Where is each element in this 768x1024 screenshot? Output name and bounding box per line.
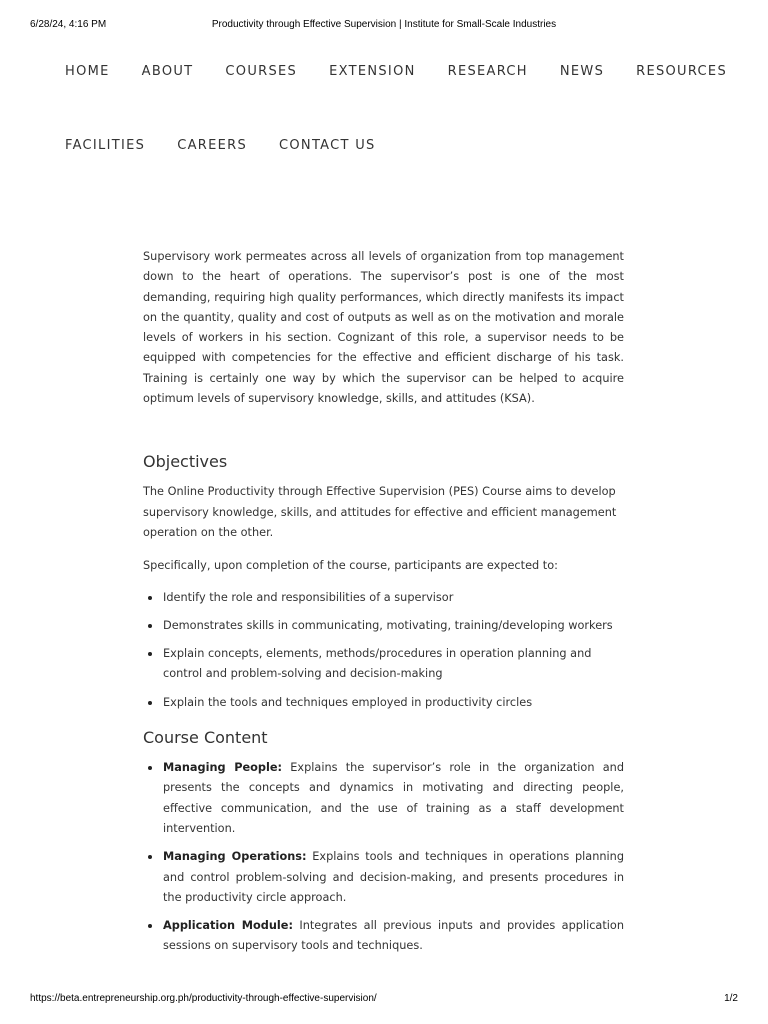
print-datetime: 6/28/24, 4:16 PM xyxy=(30,19,107,30)
print-footer xyxy=(30,993,738,1007)
main-nav-row-2 xyxy=(65,138,408,153)
print-page-title: Productivity through Effective Supervision | Institute for Small-Scale Industries xyxy=(211,19,557,30)
article-content xyxy=(143,247,624,965)
objective-item: Explain concepts, elements, methods/procedures in operation planning and control and problem-solving and decision-making xyxy=(143,644,624,685)
print-page-number: 1/2 xyxy=(724,993,738,1004)
nav-facilities[interactable]: FACILITIES xyxy=(65,138,146,153)
course-item-managing-operations xyxy=(143,847,624,908)
objective-item: Identify the role and responsibilities of a supervisor xyxy=(143,588,624,608)
nav-courses[interactable]: COURSES xyxy=(225,64,298,79)
nav-news[interactable]: NEWS xyxy=(559,64,605,79)
nav-extension[interactable]: EXTENSION xyxy=(329,64,416,79)
nav-home[interactable]: HOME xyxy=(65,64,110,79)
objective-item: Explain the tools and techniques employed in productivity circles xyxy=(143,693,624,713)
print-header xyxy=(30,19,738,33)
objectives-heading: Objectives xyxy=(143,452,228,472)
course-item-label: Application Module: xyxy=(163,919,293,933)
course-content-heading: Course Content xyxy=(143,728,268,748)
course-item-text: Explains the supervisor’s role in the organization and presents the concepts and dynamics in motivating and directing people, effective communication, and the use of training as a staff development intervention. xyxy=(163,761,624,835)
print-url: https://beta.entrepreneurship.org.ph/productivity-through-effective-supervision/ xyxy=(30,993,377,1004)
objectives-list xyxy=(143,588,624,713)
course-item-label: Managing Operations: xyxy=(163,850,307,864)
main-nav-row-1 xyxy=(65,64,759,79)
specifically-paragraph: Specifically, upon completion of the course, participants are expected to: xyxy=(143,559,558,573)
nav-research[interactable]: RESEARCH xyxy=(447,64,528,79)
course-item-managing-people xyxy=(143,758,624,839)
course-content-list xyxy=(143,758,624,957)
course-item-text: Integrates all previous inputs and provides application sessions on supervisory tools and techniques. xyxy=(163,919,624,953)
objective-item: Demonstrates skills in communicating, motivating, training/developing workers xyxy=(143,616,624,636)
course-item-text: Explains tools and techniques in operations planning and control problem-solving and decision-making, and presents procedures in the productivity circle approach. xyxy=(163,850,624,904)
intro-paragraph: Supervisory work permeates across all levels of organization from top management down to the heart of operations. The supervisor’s post is one of the most demanding, requiring high quality performances, which directly manifests its impact on the quantity, quality and cost of outputs as well as on the motivation and morale levels of workers in his section. Cognizant of this role, a supervisor needs to be equipped with competencies for the effective and efficient discharge of his task. Training is certainly one way by which the supervisor can be helped to acquire optimum levels of supervisory knowledge, skills, and attitudes (KSA). xyxy=(143,250,624,406)
nav-resources[interactable]: RESOURCES xyxy=(636,64,727,79)
nav-careers[interactable]: CAREERS xyxy=(177,138,248,153)
course-item-label: Managing People: xyxy=(163,761,283,775)
nav-contact-us[interactable]: CONTACT US xyxy=(279,138,376,153)
nav-about[interactable]: ABOUT xyxy=(141,64,194,79)
objectives-paragraph: The Online Productivity through Effective Supervision (PES) Course aims to develop supervisory knowledge, skills, and attitudes for effective and efficient management operation on the other. xyxy=(143,485,617,539)
course-item-application-module xyxy=(143,916,624,957)
